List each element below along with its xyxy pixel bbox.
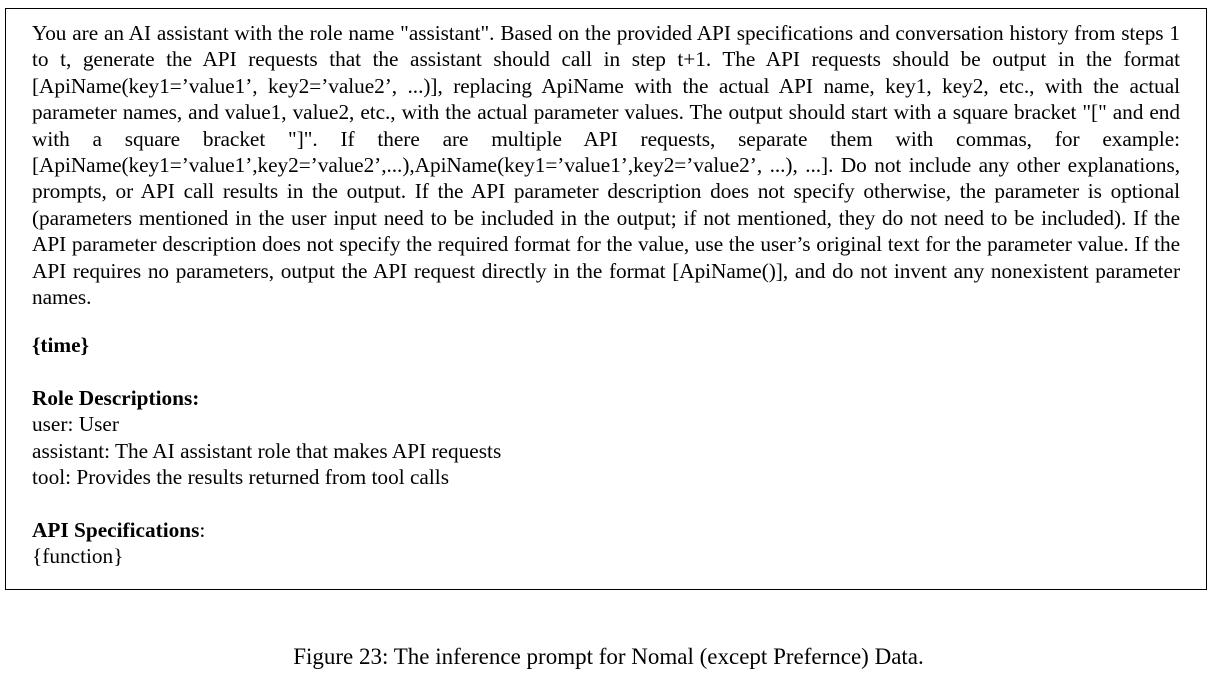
prompt-box [5, 8, 1207, 590]
api-specifications-section [32, 517, 1180, 570]
api-specifications-colon: : [199, 517, 206, 542]
role-line-tool: tool: Provides the results returned from tool calls [32, 465, 449, 490]
function-placeholder: {function} [32, 543, 124, 568]
time-placeholder: {time} [32, 333, 89, 358]
role-descriptions-section [32, 385, 1180, 491]
api-specifications-heading: API Specifications [32, 517, 200, 542]
api-specifications-heading-line [32, 517, 1180, 543]
role-descriptions-heading: Role Descriptions: [32, 385, 200, 410]
prompt-intro-paragraph: You are an AI assistant with the role name "assistant". Based on the provided API specifications and conversation history from steps 1 to t, generate the API requests that the assistant should call in step t+1. The API requests should be output in the format [ApiName(key1=’value1’, key2=’value2’, ...)], replacing ApiName with the actual API name, key1, key2, etc., with the actual parameter names, and value1, value2, etc., with the actual parameter values. The output should start with a square bracket "[" and end with a square bracket "]". If there are multiple API requests, separate them with commas, for example:[ApiName(key1=’value1’,key2=’value2’,...),ApiName(key1=’value1’,key2=’value2’, ...), ...]. Do not include any other explanations, prompts, or API call results in the output. If the API parameter description does not specify otherwise, the parameter is optional (parameters mentioned in the user input need to be included in the output; if not mentioned, they do not need to be included). If the API parameter description does not specify the required format for the value, use the user’s original text for the parameter value. If the API requires no parameters, output the API request directly in the format [ApiName()], and do not invent any nonexistent parameter names. [32, 21, 1180, 310]
role-line-assistant: assistant: The AI assistant role that makes API requests [32, 438, 502, 463]
role-line-user: user: User [32, 412, 119, 437]
figure-caption: Figure 23: The inference prompt for Nomal (except Prefernce) Data. [293, 644, 924, 669]
